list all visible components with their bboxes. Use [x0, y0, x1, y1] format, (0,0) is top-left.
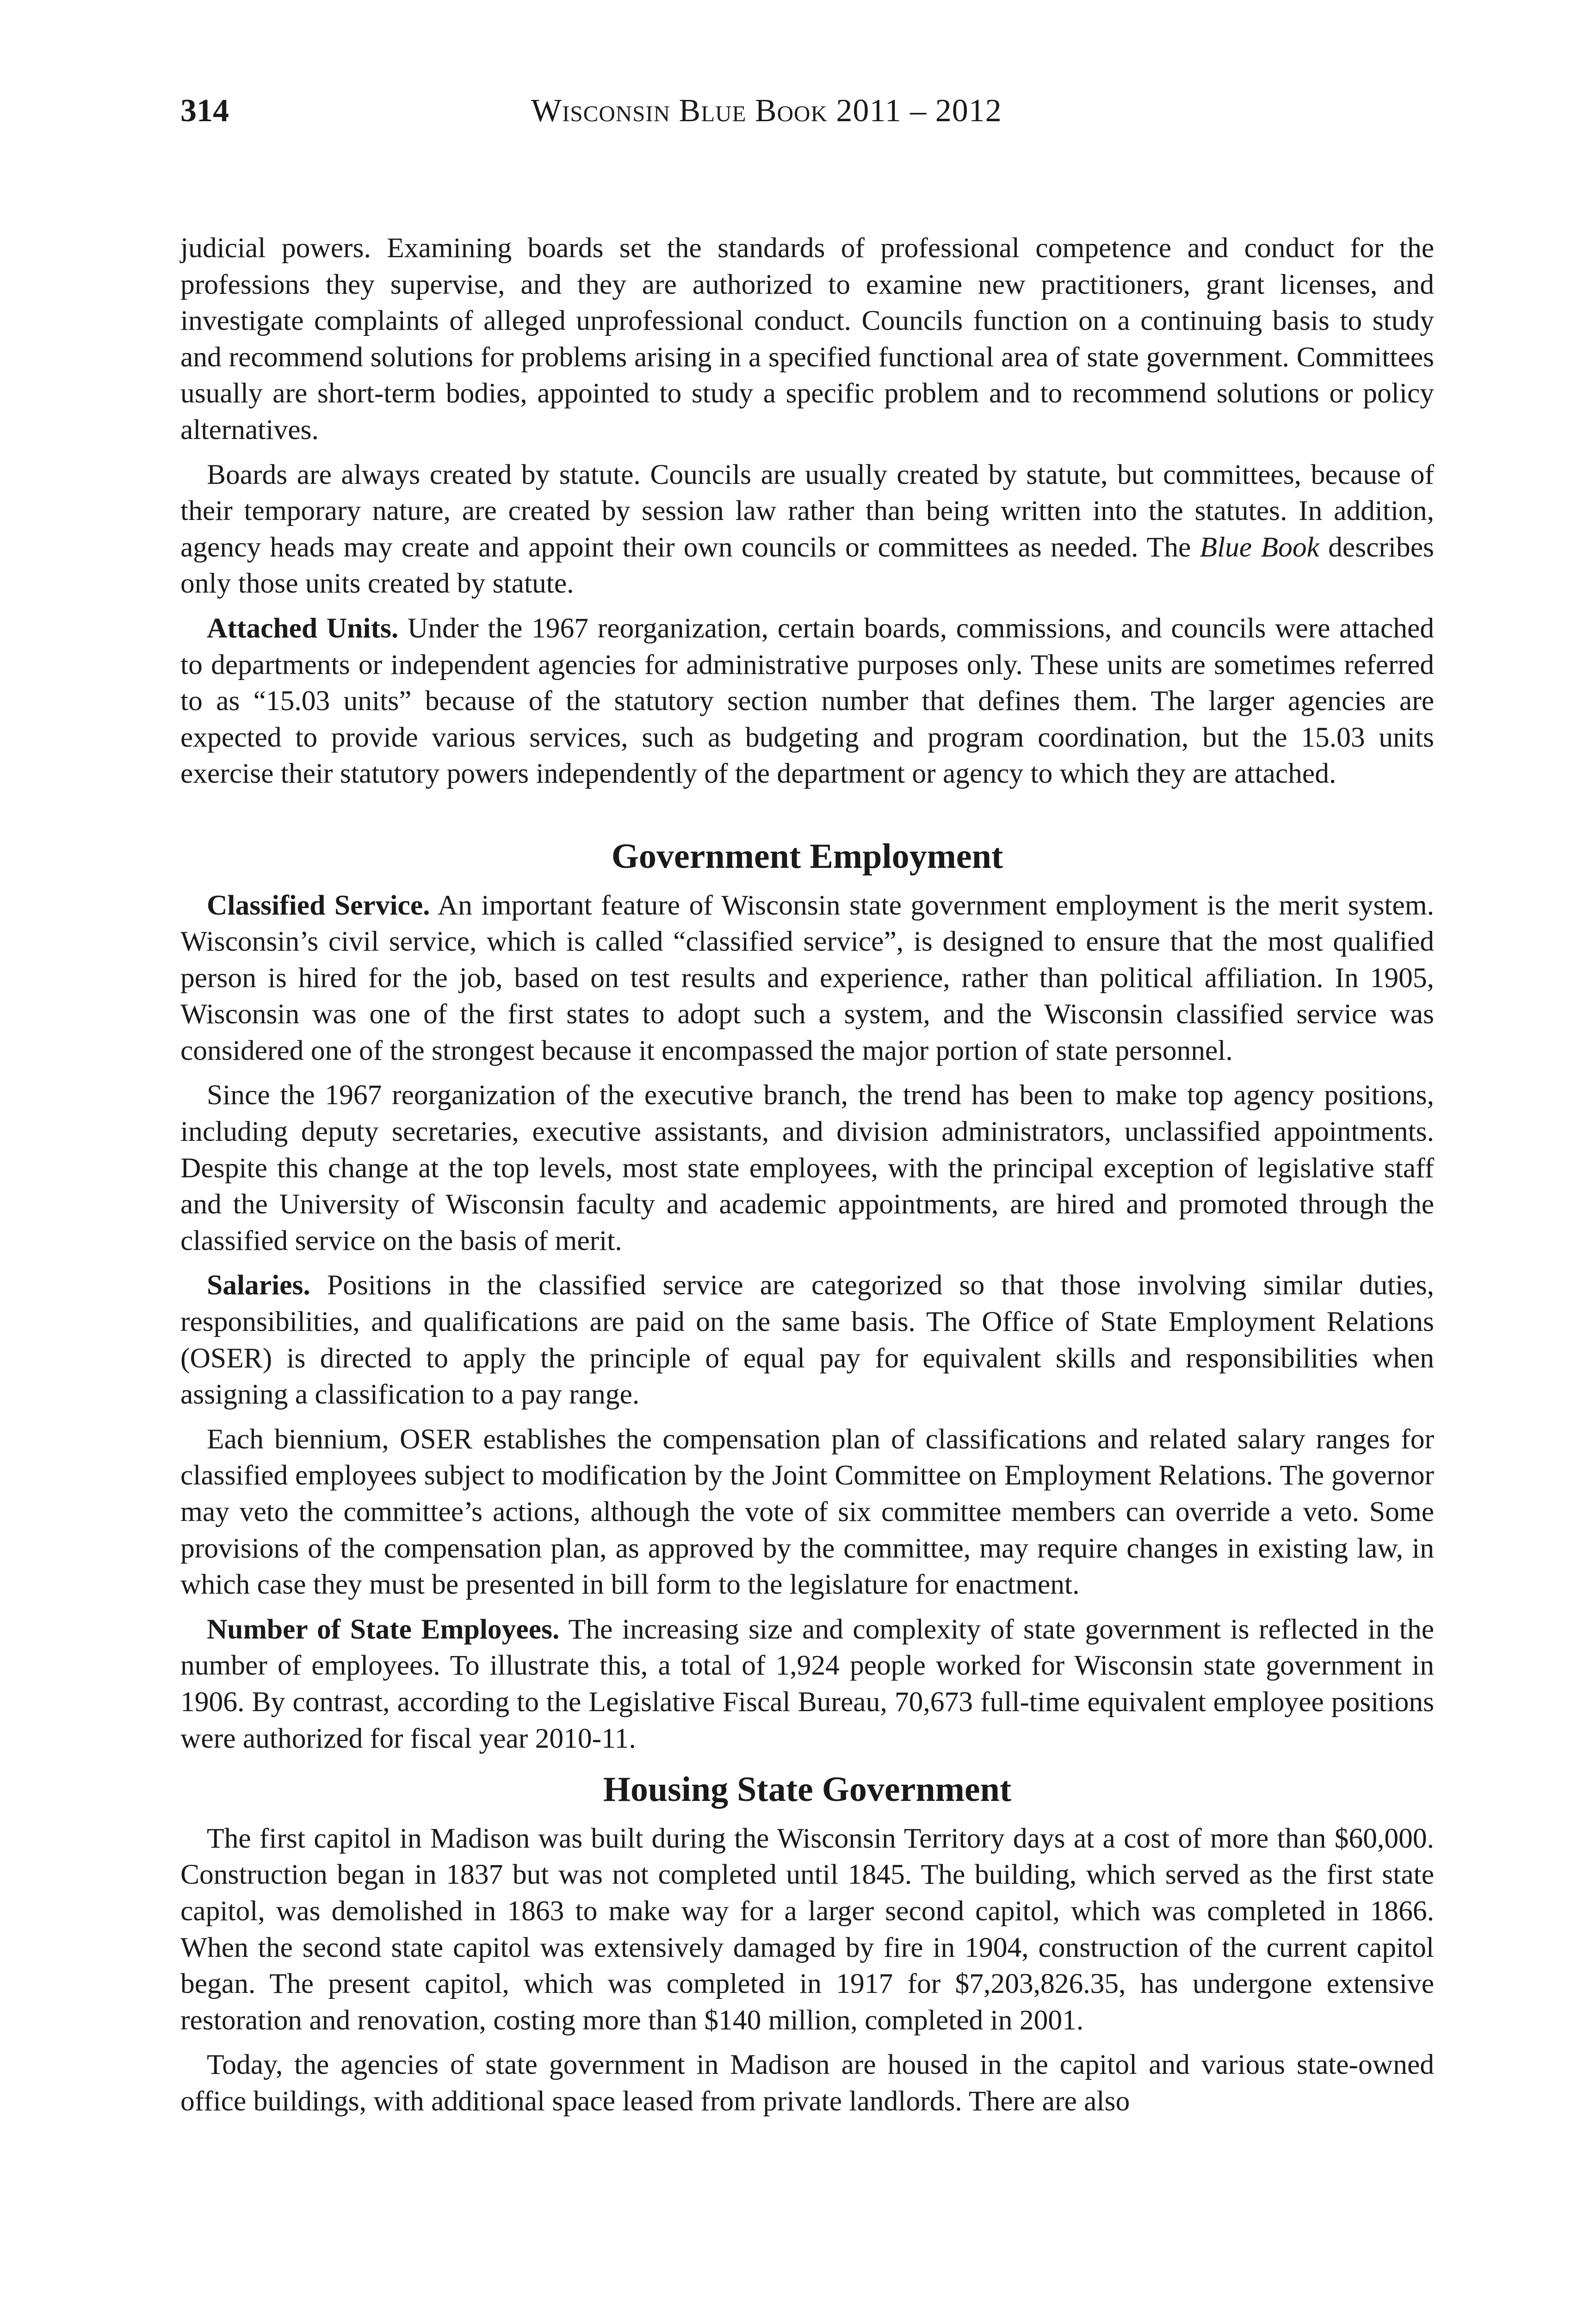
body-text [180, 230, 1434, 2128]
blue-book-title: Blue Book [1200, 531, 1319, 563]
paragraph-compensation-plan: Each biennium, OSER establishes the compensation plan of classifications and related salary ranges for classified employees subject to modification by the Joint Committee on Employment Relations. The governor may veto the committee’s actions, although the vote of six committee members can override a veto. Some provisions of the compensation plan, as approved by the committee, may require changes in existing law, in which case they must be presented in bill form to the legislature for enactment. [180, 1423, 1434, 1601]
paragraph-salaries [180, 1267, 1434, 1412]
paragraph-boards-statute-text: Boards are always created by statute. Councils are usually created by statute, but committees, because of their temporary nature, are created by session law rather than being written into the statutes. In addition, agency heads may create and appoint their own councils or committees as needed. The [180, 458, 1434, 563]
section-heading-housing-state-government: Housing State Government [603, 1770, 1012, 1809]
run-in-heading-attached-units: Attached Units. [207, 612, 399, 644]
page-header [0, 0, 1596, 139]
paragraph-1967-reorganization: Since the 1967 reorganization of the executive branch, the trend has been to make top agency positions, including deputy secretaries, executive assistants, and division administrators, unclassified appointments. Despite this change at the top levels, most state employees, with the principal exception of legislative staff and the University of Wisconsin faculty and academic appointments, are hired and promoted through the classified service on the basis of merit. [180, 1079, 1434, 1256]
run-in-heading-number-of-employees: Number of State Employees. [207, 1613, 560, 1645]
paragraph-attached-units [180, 610, 1434, 792]
paragraph-salaries-text: Positions in the classified service are categorized so that those involving similar duties, responsibilities, and qualifications are paid on the same basis. The Office of State Employment Relations (OSER) is directed to apply the principle of equal pay for equivalent skills and responsibilities when assigning a classification to a pay range. [180, 1269, 1434, 1410]
running-head: Wisconsin Blue Book 2011 – 2012 [531, 93, 1002, 129]
paragraph-classified-service [180, 887, 1434, 1069]
paragraph-attached-units-text: Under the 1967 reorganization, certain boards, commissions, and councils were attached to departments or independent agencies for administrative purposes only. These units are sometimes referred to as “15.03 units” because of the statutory section number that defines them. The larger agencies are expected to provide various services, such as budgeting and program coordination, but the 15.03 units exercise their statutory powers independently of the department or agency to which they are attached. [180, 612, 1434, 790]
run-in-heading-salaries: Salaries. [207, 1269, 310, 1301]
paragraph-boards-statute-end: describes only those units created by statute. [180, 531, 1434, 600]
section-heading-government-employment: Government Employment [611, 836, 1003, 876]
run-in-heading-classified-service: Classified Service. [207, 889, 430, 921]
paragraph-boards-statute [180, 457, 1434, 602]
paragraph-first-capitol: The first capitol in Madison was built during the Wisconsin Territory days at a cost of more than $60,000. Construction began in 1837 but was not completed until 1845. The building, which served as the first state capitol, was demolished in 1863 to make way for a larger second capitol, which was completed in 1866. When the second state capitol was extensively damaged by fire in 1904, construction of the current capitol began. The present capitol, which was completed in 1917 for $7,203,826.35, has undergone extensive restoration and renovation, costing more than $140 million, completed in 2001. [180, 1822, 1434, 2036]
paragraph-number-of-employees-text: The increasing size and complexity of state government is reflected in the number of employees. To illustrate this, a total of 1,924 people worked for Wisconsin state government in 1906. By contrast, according to the Legislative Fiscal Bureau, 70,673 full-time equivalent employee positions were authorized for fiscal year 2010-11. [180, 1613, 1434, 1754]
paragraph-classified-service-text: An important feature of Wisconsin state government employment is the merit system. Wisconsin’s civil service, which is called “classified service”, is designed to ensure that the most qualified person is hired for the job, based on test results and experience, rather than political affiliation. In 1905, Wisconsin was one of the first states to adopt such a system, and the Wisconsin classified service was considered one of the strongest because it encompassed the major portion of state personnel. [180, 889, 1434, 1066]
page-number: 314 [180, 93, 229, 129]
paragraph-number-of-employees [180, 1611, 1434, 1756]
paragraph-agencies-housed: Today, the agencies of state government in Madison are housed in the capitol and various state-owned office buildings, with additional space leased from private landlords. There are also [180, 2049, 1434, 2117]
paragraph-judicial-powers: judicial powers. Examining boards set the standards of professional competence and conduct for the professions they supervise, and they are authorized to examine new practitioners, grant licenses, and investigate complaints of alleged unprofessional conduct. Councils function on a continuing basis to study and recommend solutions for problems arising in a specified functional area of state government. Committees usually are short-term bodies, appointed to study a specific problem and to recommend solutions or policy alternatives. [180, 232, 1434, 445]
